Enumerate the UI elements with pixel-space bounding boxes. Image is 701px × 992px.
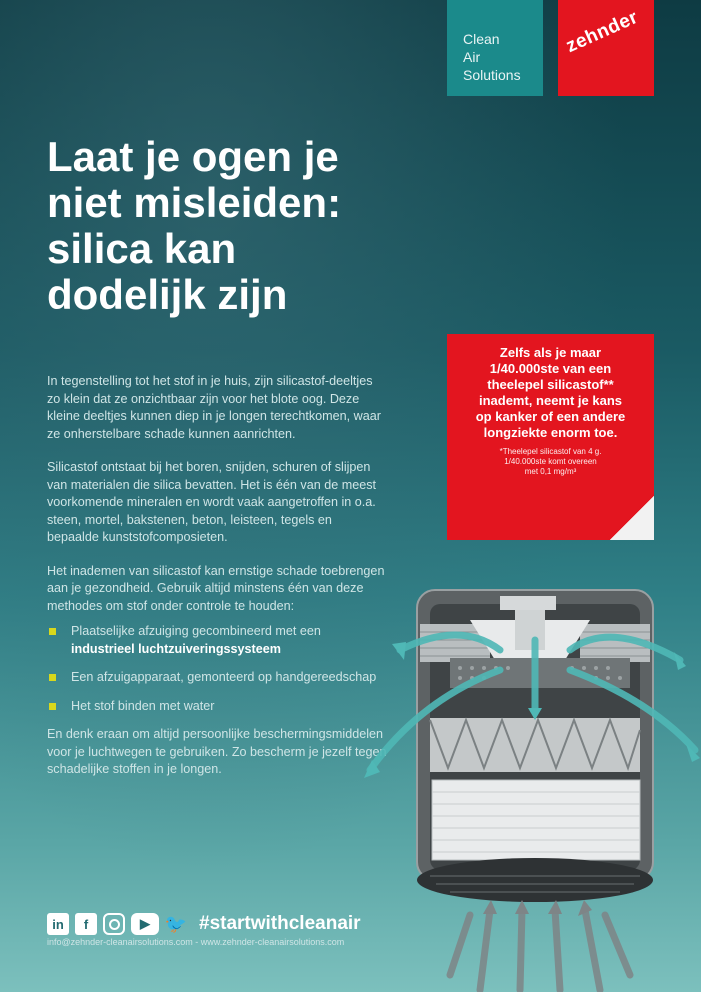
linkedin-icon[interactable]: in — [47, 913, 69, 935]
callout-text — [457, 345, 644, 441]
callout-footnote — [457, 447, 644, 477]
bullet-square-icon — [49, 674, 56, 681]
callout-line: 1/40.000ste van een — [489, 361, 612, 376]
list-item-text: Plaatselijke afzuiging gecombineerd met een — [71, 624, 321, 638]
list-item-text: Een afzuigapparaat, gemonteerd op handgereedschap — [71, 670, 377, 684]
air-purifier-illustration — [360, 580, 701, 992]
list-item — [47, 698, 387, 716]
callout-line: op kanker of een andere — [475, 409, 626, 424]
list-item-text: Het stof binden met water — [71, 698, 215, 713]
twitter-icon[interactable]: 🐦 — [164, 913, 188, 934]
tagline-line: Clean — [463, 31, 500, 47]
zehnder-logo-tile — [558, 0, 654, 96]
footnote-line: met 0,1 mg/m³ — [524, 467, 577, 476]
list-item-bold: industrieel luchtzuiveringssysteem — [71, 641, 281, 656]
title-line: Laat je ogen je — [47, 133, 339, 180]
callout-line: theelepel silicastof** — [487, 377, 614, 392]
callout-line: longziekte enorm toe. — [483, 425, 618, 440]
zehnder-logo: zehnder — [563, 6, 642, 58]
intro-paragraph: In tegenstelling tot het stof in je huis, zijn silicastof-deeltjes zo klein dat ze onzichtbaar zijn voor het blote oog. Deze kleine deeltjes kunnen diep in je longen terechtkomen, waar ze onherstelbare schade kunnen aanrichten. — [47, 374, 381, 441]
brand-tagline-tile — [447, 0, 543, 96]
list-item — [47, 669, 387, 687]
callout-line: inademt, neemt je kans — [478, 393, 623, 408]
footnote-line: *Theelepel silicastof van 4 g. — [499, 447, 602, 456]
origin-paragraph: Silicastof ontstaat bij het boren, snijden, schuren of slijpen van materialen die silica bevatten. Het is één van de meest voorkomende mineralen en wordt vaak aangetroffen in o.a. steen, mortel, bakstenen, beton, leisteen, tegels en bepaalde kunststofcomposieten. — [47, 460, 377, 544]
footnote-line: 1/40.000ste komt overeen — [504, 457, 597, 466]
title-line: silica kan — [47, 225, 237, 272]
page-curl — [610, 496, 654, 540]
bullet-square-icon — [49, 628, 56, 635]
title-line: dodelijk zijn — [47, 271, 288, 318]
body-text — [47, 373, 387, 795]
bullet-square-icon — [49, 703, 56, 710]
protection-paragraph: En denk eraan om altijd persoonlijke beschermingsmiddelen voor je luchtwegen te gebruiken. Zo bescherm je jezelf tegen schadelijke stoffen in je longen. — [47, 727, 387, 776]
tagline-line: Air — [463, 49, 481, 65]
youtube-icon[interactable]: ▶ — [131, 913, 159, 935]
facebook-icon[interactable]: f — [75, 913, 97, 935]
warning-callout — [447, 334, 654, 540]
hashtag: #startwithcleanair — [199, 913, 361, 934]
tagline-line: Solutions — [463, 67, 521, 83]
instagram-icon[interactable] — [103, 913, 125, 935]
list-item — [47, 623, 387, 658]
methods-list — [47, 623, 387, 715]
callout-line: Zelfs als je maar — [499, 345, 602, 360]
social-links — [47, 913, 361, 935]
contact-links[interactable]: info@zehnder-cleanairsolutions.com - www.zehnder-cleanairsolutions.com — [47, 937, 345, 947]
page-title — [47, 134, 407, 318]
methods-paragraph: Het inademen van silicastof kan ernstige schade toebrengen aan je gezondheid. Gebruik altijd minstens één van deze methodes om stof onder controle te houden: — [47, 563, 385, 613]
title-line: niet misleiden: — [47, 179, 342, 226]
